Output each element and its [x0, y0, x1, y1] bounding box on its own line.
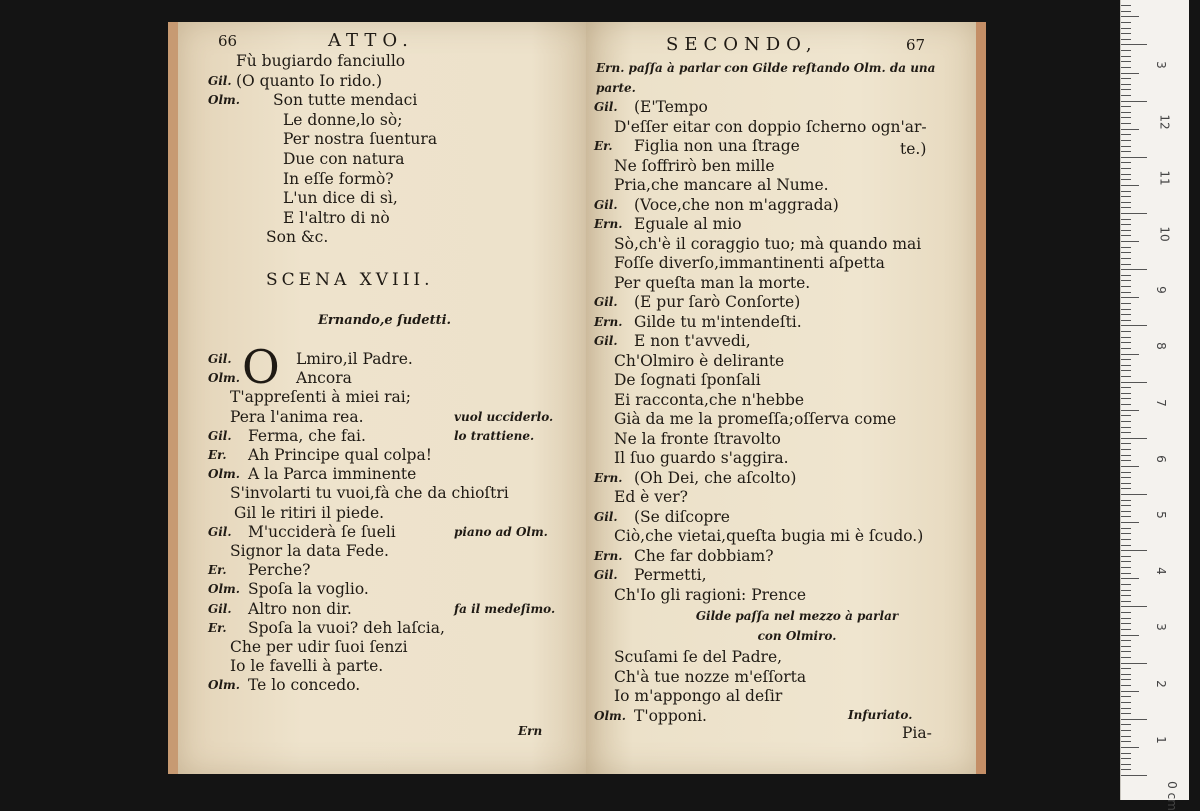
dialogue-line: Già da me la promeſſa;oſſerva come	[614, 410, 897, 428]
dialogue-line: Pera l'anima rea.	[230, 407, 364, 426]
ruler-tick	[1121, 342, 1131, 343]
ruler-tick	[1121, 365, 1131, 366]
ruler-tick	[1121, 22, 1131, 23]
speaker-label: Gil.	[594, 509, 618, 524]
dialogue-line: Scuſami ſe del Padre,	[614, 648, 783, 666]
ruler-number: 2	[1153, 679, 1168, 688]
speaker-label: Er.	[208, 563, 227, 578]
dialogue-line: Lmiro,il Padre.	[296, 350, 413, 368]
ruler-tick	[1121, 123, 1131, 124]
dialogue-line: Te lo concedo.	[248, 676, 361, 695]
ruler-tick	[1121, 185, 1139, 186]
dialogue-line: (Voce,che non m'aggrada)	[634, 195, 839, 214]
ruler-tick	[1121, 387, 1131, 388]
open-book	[160, 22, 990, 782]
ruler-number: 9	[1153, 286, 1168, 295]
ruler-tick	[1121, 320, 1131, 321]
stage-direction: vuol ucciderlo.	[454, 409, 554, 424]
ruler-tick	[1121, 590, 1131, 591]
ruler-tick	[1121, 758, 1131, 759]
ruler-tick	[1121, 264, 1131, 265]
ruler-tick	[1121, 674, 1131, 675]
stage-direction: Infuriato.	[848, 708, 913, 722]
speaker-label: Olm.	[208, 93, 240, 108]
ruler-tick	[1121, 286, 1131, 287]
ruler-tick	[1121, 275, 1131, 276]
stage-direction: lo trattiene.	[454, 428, 535, 443]
ruler-tick	[1121, 224, 1131, 225]
ruler-tick	[1121, 168, 1131, 169]
ruler-tick	[1121, 606, 1147, 607]
ruler-number: 1	[1153, 735, 1168, 744]
ruler-number: 4	[1153, 567, 1168, 576]
dialogue-line: Ch'Io gli ragioni: Prence	[614, 585, 807, 604]
ruler-tick	[1121, 415, 1131, 416]
ruler-tick	[1121, 78, 1131, 79]
ruler-tick	[1121, 533, 1131, 534]
ruler-tick	[1121, 314, 1131, 315]
ruler-tick	[1121, 584, 1131, 585]
verse-line: Fù bugiardo fanciullo	[236, 52, 406, 70]
speaker-label: Gil.	[594, 197, 618, 212]
scene-title: SCENA XVIII.	[266, 270, 434, 290]
ruler-tick	[1121, 432, 1131, 433]
ruler-number: 8	[1153, 342, 1168, 351]
dialogue-line: Ed è ver?	[614, 488, 688, 506]
ruler-tick	[1121, 258, 1131, 259]
ruler-tick	[1121, 179, 1131, 180]
dialogue-line: Ah Principe qual colpa!	[248, 446, 432, 464]
stage-direction: fa il medeſimo.	[454, 601, 556, 616]
measurement-ruler	[1120, 0, 1189, 811]
ruler-tick	[1121, 16, 1139, 17]
ruler-tick	[1121, 449, 1131, 450]
verse-line: E l'altro di nò	[283, 208, 390, 227]
stage-direction: Ern. paſſa à parlar con Gilde reſtando Olm. da una parte.	[596, 61, 936, 95]
dialogue-line: (E'Tempo	[634, 98, 708, 116]
dialogue-line: Che per udir ſuoi ſenzi	[230, 638, 408, 656]
ruler-tick	[1121, 140, 1131, 141]
dialogue-line: S'involarti tu vuoi,fà che da chioſtri	[230, 484, 509, 503]
dialogue-line: Perche?	[248, 561, 311, 580]
verse-line: Per nostra ſuentura	[283, 130, 438, 149]
ruler-tick	[1121, 67, 1131, 68]
right-page	[586, 22, 986, 774]
stage-direction: piano ad Olm.	[454, 524, 548, 539]
ruler-tick	[1121, 646, 1131, 647]
ruler-tick	[1121, 702, 1131, 703]
ruler-tick	[1121, 202, 1131, 203]
ruler-tick	[1121, 511, 1131, 512]
ruler-tick	[1121, 747, 1139, 748]
dialogue-line: Per queſta man la morte.	[614, 273, 811, 292]
ruler-tick	[1121, 117, 1131, 118]
dialogue-line: Sò,ch'è il coraggio tuo; mà quando mai	[614, 234, 922, 253]
ruler-tick	[1121, 724, 1131, 725]
ruler-tick	[1121, 730, 1131, 731]
ruler-tick	[1121, 612, 1131, 613]
stage-direction: Gilde paſſa nel mezzo à parlar con Olmiro.	[695, 609, 899, 643]
ruler-tick	[1121, 516, 1131, 517]
dialogue-line: Che far dobbiam?	[634, 546, 774, 565]
ruler-tick	[1121, 39, 1131, 40]
ruler-tick	[1121, 196, 1131, 197]
dialogue-line: De ſognati ſponſali	[614, 371, 761, 389]
ruler-tick	[1121, 337, 1131, 338]
speaker-label: Gil.	[208, 428, 232, 443]
verse-line: In eſſe formò?	[283, 169, 394, 188]
ruler-tick	[1121, 112, 1131, 113]
ruler-tick	[1121, 443, 1131, 444]
catchword: Pia-	[902, 724, 932, 742]
ruler-tick	[1121, 376, 1131, 377]
dialogue-line: Eguale al mio	[634, 215, 742, 233]
dialogue-line: Ch'Olmiro è delirante	[614, 351, 785, 370]
ruler-tick	[1121, 539, 1131, 540]
dialogue-line: Io le favelli à parte.	[230, 657, 384, 676]
ruler-tick	[1121, 561, 1131, 562]
speaker-label: Er.	[208, 620, 227, 635]
dialogue-line: Ancora	[296, 369, 352, 388]
line-continuation: te.)	[900, 140, 927, 158]
dialogue-line: Ne ſoffrirò ben mille	[614, 156, 775, 175]
speaker-label: Ern.	[594, 217, 623, 231]
dialogue-line: Gil le ritiri il piede.	[234, 503, 385, 522]
ruler-tick	[1121, 438, 1147, 439]
ruler-tick	[1121, 635, 1139, 636]
dialogue-line: Io m'appongo al deſir	[614, 687, 783, 705]
running-header: SECONDO,	[666, 34, 818, 55]
ruler-tick	[1121, 522, 1139, 523]
ruler-number: 12	[1157, 113, 1172, 130]
speaker-label: Er.	[594, 139, 613, 153]
ruler-tick	[1121, 679, 1131, 680]
ruler-tick	[1121, 162, 1131, 163]
ruler-number: 11	[1157, 170, 1172, 186]
dialogue-line: Altro non dir.	[248, 599, 352, 618]
ruler-tick	[1121, 663, 1147, 664]
verse-line: L'un dice di sì,	[283, 189, 398, 208]
ruler-tick	[1121, 354, 1139, 355]
ruler-tick	[1121, 629, 1131, 630]
dialogue-line: A la Parca imminente	[248, 465, 417, 484]
speaker-label: Gil.	[594, 100, 618, 114]
ruler-tick	[1121, 668, 1131, 669]
speaker-label: Gil.	[594, 334, 618, 348]
ruler-tick	[1121, 44, 1147, 45]
speaker-label: Gil.	[208, 524, 232, 539]
dialogue-line: Signor la data Fede.	[230, 542, 389, 560]
ruler-number: 6	[1153, 454, 1168, 463]
ruler-tick	[1121, 191, 1131, 192]
left-page	[168, 22, 594, 774]
scene-persons: Ernando,e ſudetti.	[318, 313, 452, 328]
ruler-tick	[1121, 303, 1131, 304]
ruler-tick	[1121, 359, 1131, 360]
ruler-tick	[1121, 545, 1131, 546]
ruler-tick	[1121, 528, 1131, 529]
ruler-tick	[1121, 5, 1131, 6]
dialogue-line: T'appreſenti à miei rai;	[230, 388, 411, 407]
ruler-tick	[1121, 651, 1131, 652]
ruler-tick	[1121, 696, 1131, 697]
ruler-tick	[1121, 713, 1131, 714]
ruler-tick	[1121, 455, 1131, 456]
ruler-tick	[1121, 466, 1139, 467]
ruler-tick	[1121, 129, 1139, 130]
ruler-tick	[1121, 331, 1131, 332]
drop-cap: O	[242, 340, 280, 394]
ruler-tick	[1121, 235, 1131, 236]
ruler-tick	[1121, 297, 1139, 298]
ruler-tick	[1121, 95, 1131, 96]
speaker-label: Olm.	[208, 467, 240, 482]
ruler-tick	[1121, 174, 1131, 175]
ruler-tick	[1121, 252, 1131, 253]
ruler-tick	[1121, 89, 1131, 90]
ruler-tick	[1121, 370, 1131, 371]
ruler-tick	[1121, 146, 1131, 147]
dialogue-line: Ch'à tue nozze m'eſſorta	[614, 667, 807, 686]
ruler-tick	[1121, 398, 1131, 399]
dialogue-line: Il ſuo guardo s'aggira.	[614, 449, 789, 467]
ruler-tick	[1121, 618, 1131, 619]
ruler-tick	[1121, 769, 1131, 770]
dialogue-line: Ferma, che fai.	[248, 426, 366, 445]
ruler-tick	[1121, 573, 1131, 574]
ruler-tick	[1121, 151, 1131, 152]
dialogue-line: Permetti,	[634, 566, 707, 584]
ruler-tick	[1121, 753, 1131, 754]
ruler-tick	[1121, 640, 1131, 641]
ruler-tick	[1121, 578, 1139, 579]
ruler-tick	[1121, 404, 1131, 405]
ruler-tick	[1121, 494, 1147, 495]
ruler-tick	[1121, 764, 1131, 765]
ruler-tick	[1121, 50, 1131, 51]
ruler-tick	[1121, 685, 1131, 686]
verse-line: (O quanto Io rido.)	[236, 71, 383, 90]
dialogue-line: Ei racconta,che n'hebbe	[614, 390, 805, 409]
ruler-tick	[1121, 106, 1131, 107]
ruler-tick	[1121, 325, 1147, 326]
ruler-tick	[1121, 623, 1131, 624]
dialogue-line: (Oh Dei, che aſcolto)	[634, 468, 797, 487]
verse-line: Son &c.	[266, 228, 329, 247]
ruler-tick	[1121, 691, 1139, 692]
ruler-tick	[1121, 56, 1131, 57]
ruler-tick	[1121, 719, 1147, 720]
dialogue-line: T'opponi.	[634, 706, 707, 725]
ruler-tick	[1121, 348, 1131, 349]
ruler-number: 5	[1153, 511, 1168, 519]
ruler-tick	[1121, 393, 1131, 394]
ruler-tick	[1121, 708, 1131, 709]
page-number: 66	[218, 32, 238, 50]
ruler-tick	[1121, 382, 1147, 383]
dialogue-line: (Se diſcopre	[634, 507, 730, 526]
dialogue-line: Figlia non una ſtrage	[634, 137, 800, 155]
ruler-tick	[1121, 460, 1131, 461]
speaker-label: Er.	[208, 448, 227, 462]
speaker-label: Ern.	[594, 470, 623, 485]
speaker-label: Ern.	[594, 314, 623, 329]
ruler-tick	[1121, 488, 1131, 489]
ruler-tick	[1121, 33, 1131, 34]
ruler-tick	[1121, 101, 1147, 102]
dialogue-line: E non t'avvedi,	[634, 332, 751, 350]
ruler-tick	[1121, 61, 1131, 62]
ruler-tick	[1121, 247, 1131, 248]
ruler-tick	[1121, 505, 1131, 506]
dialogue-line: Gilde tu m'intendeſti.	[634, 312, 802, 331]
ruler-tick	[1121, 567, 1131, 568]
dialogue-line: Ne la fronte ſtravolto	[614, 429, 781, 448]
dialogue-line: D'eſſer eitar con doppio ſcherno ogn'ar-	[614, 117, 927, 136]
ruler-number: 3	[1153, 61, 1168, 70]
speaker-label: Olm.	[208, 582, 240, 597]
ruler-tick	[1121, 550, 1147, 551]
ruler-tick	[1121, 601, 1131, 602]
speaker-label: Ern.	[594, 548, 623, 563]
ruler-tick	[1121, 421, 1131, 422]
speaker-label: Gil.	[594, 295, 618, 309]
speaker-label: Gil.	[594, 568, 618, 582]
ruler-number: 10	[1157, 226, 1172, 242]
dialogue-line: Ciò,che vietai,queſta bugia mi è ſcudo.)	[614, 527, 924, 545]
dialogue-line: Pria,che mancare al Nume.	[614, 176, 829, 194]
ruler-tick	[1121, 292, 1131, 293]
ruler-number: 3	[1153, 623, 1168, 632]
ruler-tick	[1121, 410, 1139, 411]
ruler-number: 7	[1153, 398, 1168, 407]
ruler-tick	[1121, 241, 1139, 242]
speaker-label: Gil.	[208, 601, 232, 616]
ruler-tick	[1121, 736, 1131, 737]
ruler-tick	[1121, 207, 1131, 208]
ruler-tick	[1121, 556, 1131, 557]
ruler-tick	[1121, 219, 1131, 220]
speaker-label: Olm.	[208, 678, 240, 693]
ruler-tick	[1121, 741, 1131, 742]
ruler-tick	[1121, 309, 1131, 310]
verse-line: Due con natura	[283, 150, 405, 168]
ruler-tick	[1121, 500, 1131, 501]
dialogue-line: Spoſa la vuoi? deh laſcia,	[248, 618, 445, 637]
speaker-label: Olm.	[594, 708, 626, 723]
ruler-tick	[1121, 157, 1147, 158]
ruler-tick	[1121, 280, 1131, 281]
ruler-tick	[1121, 427, 1131, 428]
verse-line: Son tutte mendaci	[273, 91, 418, 110]
catchword: Ern	[518, 724, 543, 738]
speaker-label: Olm.	[208, 371, 240, 386]
ruler-tick	[1121, 595, 1131, 596]
running-header: ATTO.	[328, 30, 414, 51]
verse-line: Le donne,lo sò;	[283, 110, 403, 129]
dialogue-line: Foſſe diverſo,immantinenti aſpetta	[614, 254, 885, 272]
ruler-tick	[1121, 134, 1131, 135]
speaker-label: Gil.	[208, 352, 232, 366]
ruler-tick	[1121, 269, 1147, 270]
dialogue-line: Spoſa la voglio.	[248, 580, 369, 599]
ruler-tick	[1121, 84, 1131, 85]
ruler-tick	[1121, 11, 1131, 12]
ruler-tick	[1121, 213, 1147, 214]
ruler-tick	[1121, 775, 1147, 776]
ruler-tick	[1121, 28, 1131, 29]
ruler-tick	[1121, 73, 1139, 74]
dialogue-line: (E pur ſarò Conſorte)	[634, 293, 801, 311]
ruler-number: 0 cm	[1164, 781, 1179, 811]
page-number: 67	[906, 36, 926, 54]
speaker-label: Gil.	[208, 73, 232, 88]
ruler-tick	[1121, 472, 1131, 473]
dialogue-line: M'ucciderà ſe ſueli	[248, 522, 396, 541]
ruler-tick	[1121, 483, 1131, 484]
ruler-tick	[1121, 657, 1131, 658]
ruler-tick	[1121, 477, 1131, 478]
ruler-tick	[1121, 230, 1131, 231]
